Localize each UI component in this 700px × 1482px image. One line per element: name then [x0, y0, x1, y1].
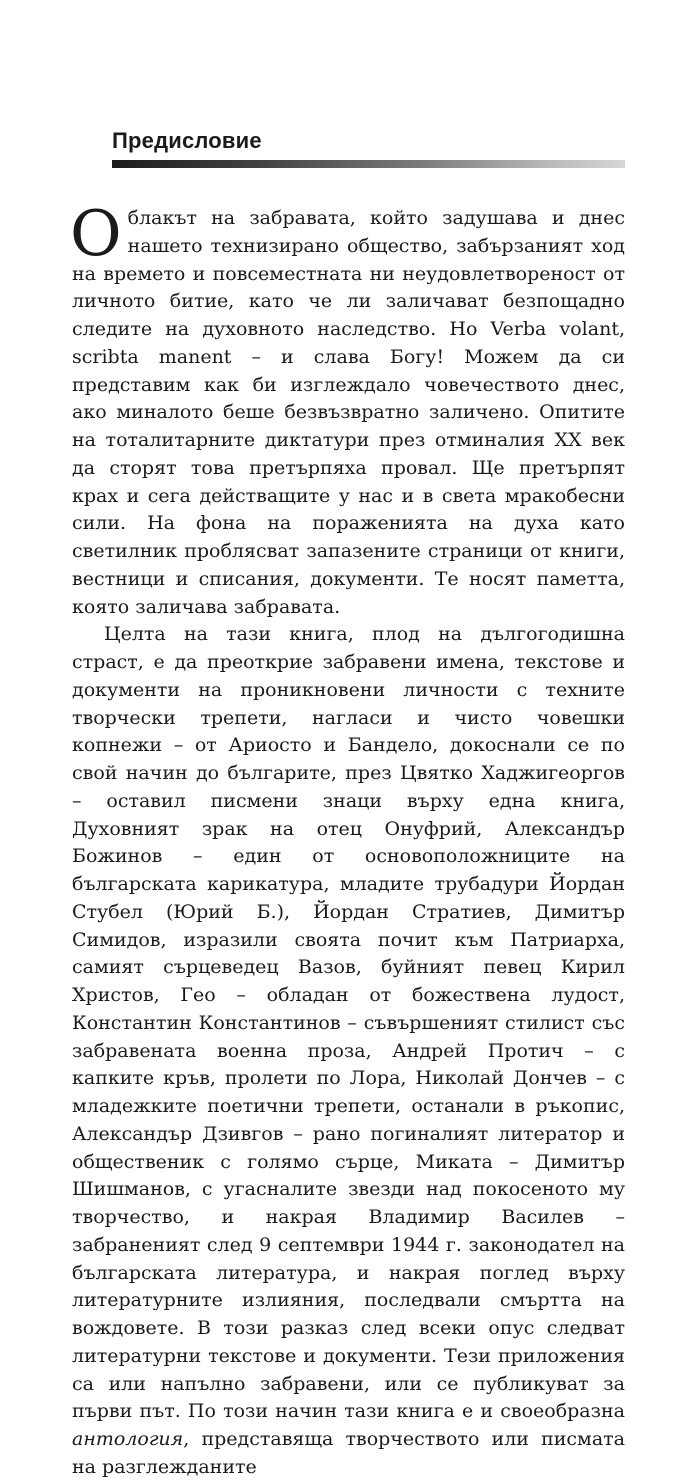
paragraph-2-text: Целта на тази книга, плод на дългогодишна страст, е да преоткрие забравени имена, текстове и документи на проникновени личности с техните творчески трепети, нагласи и чисто човешки копнежи – от Ариосто и Бандело, докоснали се по свой начин до българите, през Цвятко Хаджигеоргов – оставил писмени знаци върху една книга, Духовният зрак на отец Онуфрий, Александър Божинов – един от основоположниците на българската карикатура, младите трубадури Йордан Стубел (Юрий Б.), Йордан Стратиев, Димитър Симидов, изразили своята почит към Патриарха, самият сърцеведец Вазов, буйният певец Кирил Христов, Гео – обладан от божествена лудост, Константин Константинов – съвършеният стилист със забравената военна проза, Андрей Протич – с капките кръв, пролети по Лора, Николай Дончев – с младежките поетични трепети, останали в ръкопис, Александър Дзивгов – рано погиналият литератор и общественик с голямо сърце, Миката – Димитър Шишманов, с угасналите звезди над покосеното му творчество, и накрая Владимир Василев – забраненият след 9 септември 1944 г. законодател на българската литература, и накрая поглед върху литературните излияния, последвали смъртта на вождовете. В този разказ след всеки опус следват литературни текстове и документи. Тези приложения са или напълно забравени, или се публикуват за първи път. По този начин тази книга е и своеобразна — [72, 623, 625, 1423]
body-text — [70, 197, 625, 1482]
paragraph-1 — [70, 197, 625, 621]
paragraph-1-text: блакът на забравата, който задушава и днес нашето технизирано общество, забързаният ход на времето и повсеместната ни неудовлетвореност от личното битие, като че ли заличават безпощадно следите на духовното наследство. Но Verba volant, scribta manent – и слава Богу! Можем да си представим как би изглеждало човечеството днес, ако миналото беше безвъзвратно заличено. Опитите на тоталитарните диктатури през отминалия XX век да сторят това претърпяха провал. Ще претърпят крах и сега действащите у нас и в света мракобесни сили. На фона на пораженията на духа като светилник проблясват запазените страници от книги, вестници и списания, документи. Те носят паметта, която заличава забравата. — [72, 207, 625, 618]
paragraph-2-text-end: , представяща творчеството или писмата на разглежданите — [72, 1428, 625, 1478]
page-title: Предисловие — [112, 128, 262, 153]
paragraph-2-italic: антология — [72, 1428, 184, 1450]
paragraph-2 — [72, 621, 625, 1481]
drop-cap: О — [70, 197, 122, 270]
heading-rule — [112, 160, 625, 168]
